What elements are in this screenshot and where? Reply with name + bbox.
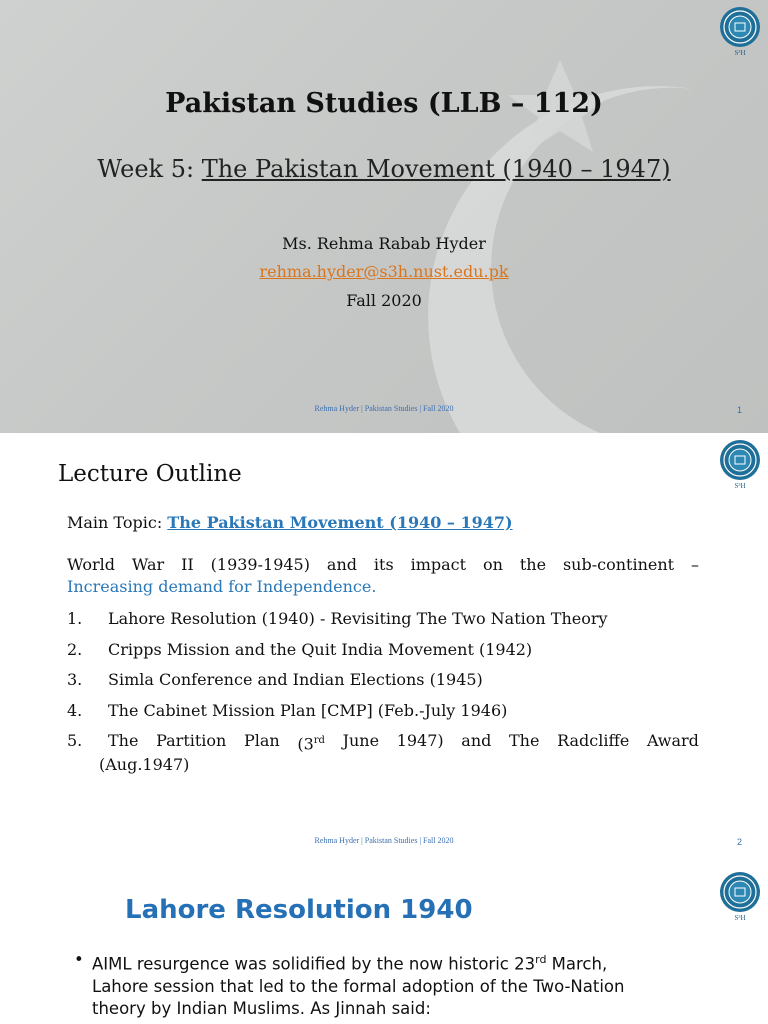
s3h-logo xyxy=(718,439,762,495)
list-item xyxy=(67,639,699,660)
main-topic xyxy=(67,513,513,532)
author-name: Ms. Rehma Rabab Hyder xyxy=(282,234,486,253)
slide-heading: Lahore Resolution 1940 xyxy=(125,895,473,925)
course-title: Pakistan Studies (LLB – 112) xyxy=(165,88,603,119)
item-text: The Cabinet Mission Plan [CMP] (Feb.-July 1946) xyxy=(108,700,508,720)
logo-caption: S³H xyxy=(734,482,746,490)
main-topic-link[interactable]: The Pakistan Movement (1940 – 1947) xyxy=(167,513,513,532)
bullet-text xyxy=(92,949,674,1020)
word: June xyxy=(342,731,380,750)
university-seal-icon xyxy=(719,439,761,481)
intro-highlight: Increasing demand for Independence. xyxy=(67,577,377,596)
author-email-link[interactable]: rehma.hyder@s3h.nust.edu.pk xyxy=(259,262,509,281)
slide-heading: Lecture Outline xyxy=(58,461,242,487)
week-subtitle xyxy=(0,155,768,183)
word: Radcliffe xyxy=(557,731,630,750)
text-line: theory by Indian Muslims. As Jinnah said: xyxy=(92,998,431,1018)
main-topic-label: Main Topic: xyxy=(67,513,168,532)
word: Award xyxy=(646,731,699,750)
intro-text: World War II (1939-1945) and its impact on the sub-continent – xyxy=(67,555,699,574)
word: The xyxy=(509,731,540,750)
word: Partition xyxy=(156,731,227,750)
flag-background xyxy=(0,0,768,433)
subtitle-prefix: Week 5: xyxy=(97,155,202,183)
s3h-logo xyxy=(718,871,762,927)
bullet-icon: • xyxy=(74,950,84,969)
slide-footer: Rehma Hyder | Pakistan Studies | Fall 2020 xyxy=(314,836,454,845)
list-item xyxy=(67,700,699,721)
page-number: 1 xyxy=(736,405,742,415)
word: 1947) xyxy=(396,731,444,750)
page-number: 2 xyxy=(736,837,742,847)
university-seal-icon xyxy=(719,871,761,913)
logo-caption: S³H xyxy=(734,914,746,922)
text-line: AIML resurgence was solidified by the now historic 23rd March, xyxy=(92,953,608,974)
university-seal-icon xyxy=(719,6,761,48)
s3h-logo xyxy=(718,6,762,62)
word: and xyxy=(461,731,492,750)
slide-lahore-resolution xyxy=(0,865,768,1024)
superscript: rd xyxy=(535,953,547,966)
slide-footer: Rehma Hyder | Pakistan Studies | Fall 2020 xyxy=(314,404,454,413)
item-text: Lahore Resolution (1940) - Revisiting The Two Nation Theory xyxy=(108,609,608,628)
text-line: Lahore session that led to the formal adoption of the Two-Nation xyxy=(92,976,625,996)
item-number: 1. xyxy=(67,609,83,628)
outline-list xyxy=(67,608,699,785)
item-continuation: (Aug.1947) xyxy=(99,755,190,775)
item-number: 3. xyxy=(67,670,83,689)
item-number: 4. xyxy=(67,700,83,720)
list-item xyxy=(67,669,699,690)
word: Plan xyxy=(243,731,280,750)
subtitle-topic: The Pakistan Movement (1940 – 1947) xyxy=(201,155,671,183)
slide-outline xyxy=(0,433,768,865)
superscript: rd xyxy=(313,735,325,746)
logo-caption: S³H xyxy=(734,49,746,57)
list-item xyxy=(67,730,699,775)
term: Fall 2020 xyxy=(346,291,422,310)
bullet-paragraph xyxy=(74,949,674,1020)
list-item xyxy=(67,608,699,629)
word: The xyxy=(108,731,139,750)
item-text xyxy=(108,730,699,754)
item-number: 2. xyxy=(67,639,83,659)
word: (3rd xyxy=(297,734,325,754)
item-text: Simla Conference and Indian Elections (1945) xyxy=(108,670,483,689)
slide-title xyxy=(0,0,768,433)
item-text: Cripps Mission and the Quit India Movement (1942) xyxy=(108,639,533,659)
item-number: 5. xyxy=(67,731,83,750)
